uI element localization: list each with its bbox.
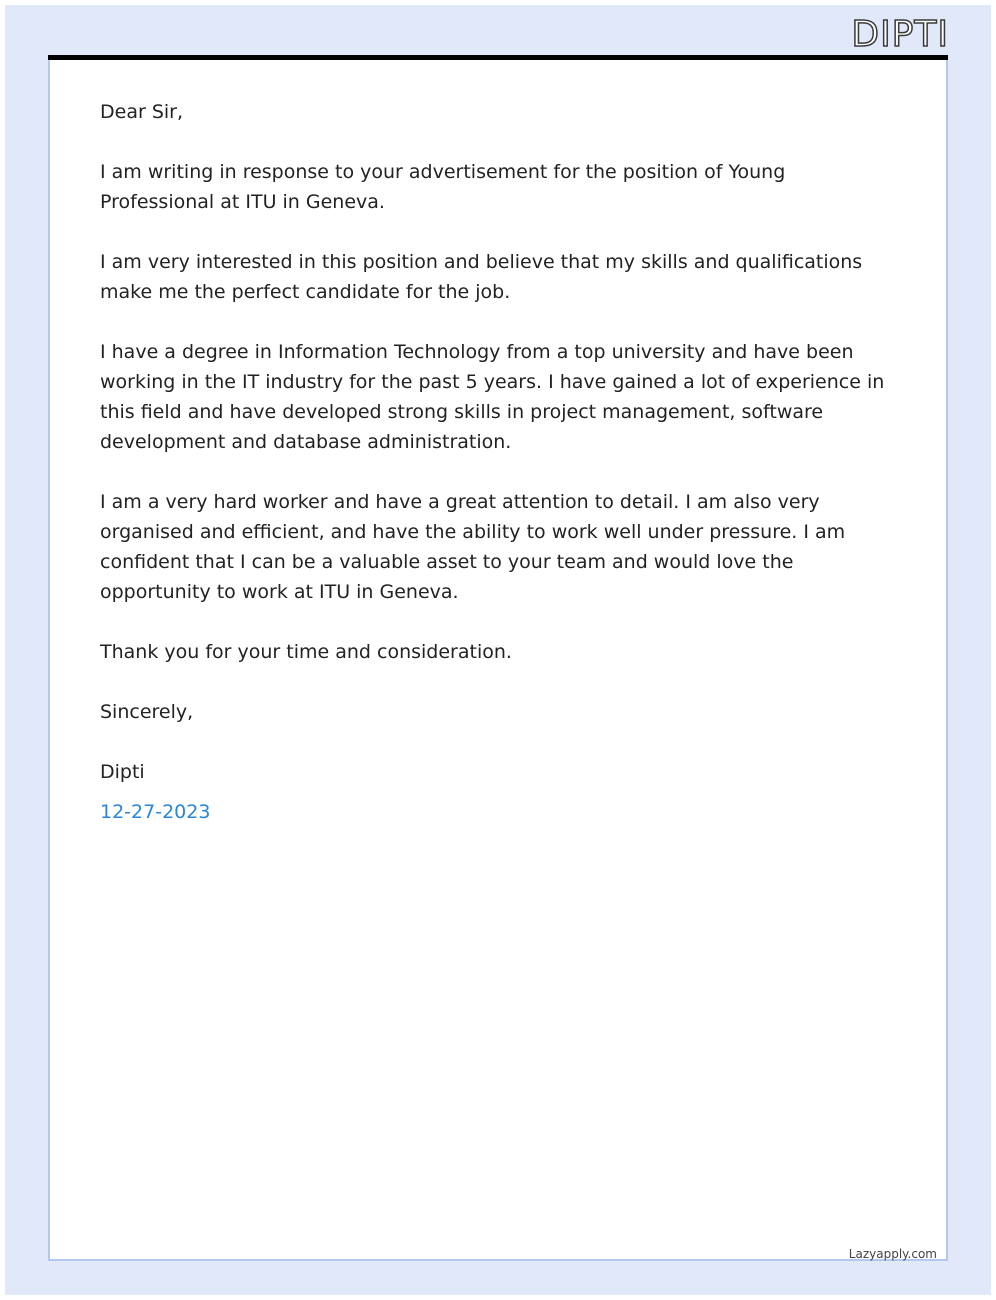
paragraph-2: I am very interested in this position and believe that my skills and qualifications make me the perfect candidate for the job. — [100, 251, 863, 303]
paragraph-1: I am writing in response to your advertisement for the position of Young Professional at ITU in Geneva. — [100, 161, 786, 213]
paragraph-4: I am a very hard worker and have a great attention to detail. I am also very organised and efficient, and have the ability to work well under pressure. I am confident that I can be a valuable asset to your team and would love the opportunity to work at ITU in Geneva. — [100, 491, 846, 603]
signer-name: Dipti — [100, 761, 145, 783]
salutation: Dear Sir, — [100, 101, 184, 123]
letter-body — [100, 97, 900, 827]
name-logo: DIPTI — [851, 14, 949, 55]
paragraph-5: Thank you for your time and consideration. — [100, 641, 512, 663]
paragraph-3: I have a degree in Information Technology from a top university and have been working in the IT industry for the past 5 years. I have gained a lot of experience in this field and have developed strong skills in project management, software development and database administration. — [100, 341, 885, 453]
footer-brand: Lazyapply.com — [848, 1247, 937, 1261]
closing: Sincerely, — [100, 701, 194, 723]
letter-date: 12-27-2023 — [100, 801, 211, 823]
